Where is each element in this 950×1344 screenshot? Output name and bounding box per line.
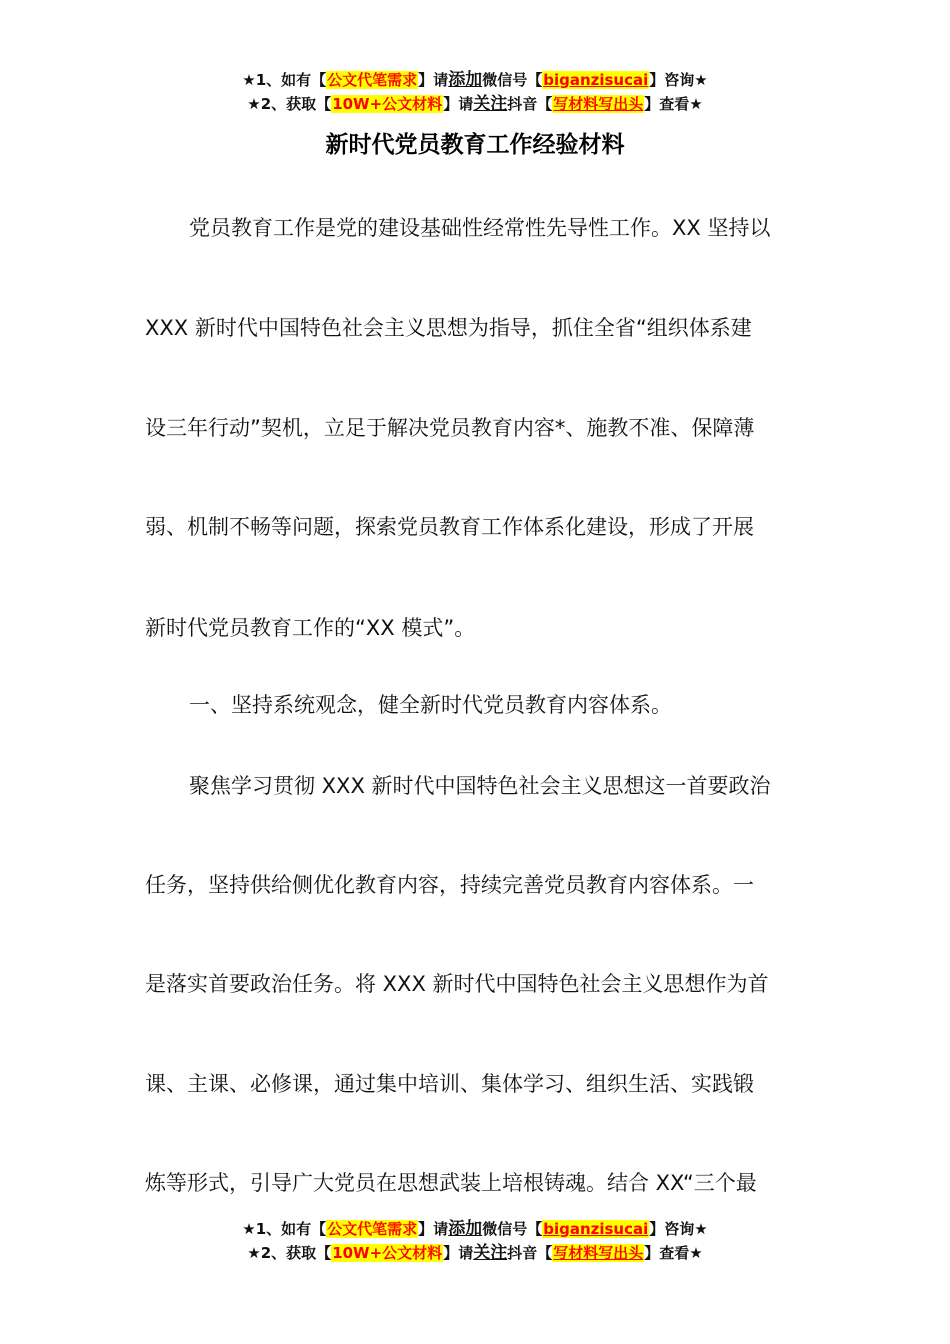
banner-emphasis: 关注 [473, 1243, 508, 1263]
banner-text: 】请 [418, 1220, 449, 1238]
body-line: 新时代党员教育工作的“XX 模式”。 [145, 616, 476, 640]
douyin-account-link[interactable]: 写材料写出头 [553, 1244, 644, 1262]
body-line: 是落实首要政治任务。将 XXX 新时代中国特色社会主义思想作为首 [145, 972, 769, 996]
banner-emphasis: 添加 [448, 70, 483, 90]
banner-text: 微信号【 [482, 1220, 543, 1238]
banner-text: 】请 [418, 71, 449, 89]
highlight-service: 公文代笔需求 [327, 1220, 418, 1238]
banner-text: 】查看★ [644, 1244, 703, 1262]
banner-text: ★2、获取【 [247, 95, 332, 113]
banner-text: 抖音【 [507, 1244, 553, 1262]
banner-text: 】咨询★ [649, 1220, 708, 1238]
banner-text: 】查看★ [644, 95, 703, 113]
banner-line-1 [0, 1217, 950, 1241]
banner-text: ★2、获取【 [247, 1244, 332, 1262]
body-line: XXX 新时代中国特色社会主义思想为指导，抓住全省“组织体系建 [145, 316, 752, 340]
highlight-materials: 10W+公文材料 [332, 95, 443, 113]
banner-line-2 [0, 1241, 950, 1265]
banner-text: 】请 [443, 95, 474, 113]
banner-text: 】请 [443, 1244, 474, 1262]
bottom-banner [0, 1217, 950, 1265]
body-line: 弱、机制不畅等问题，探索党员教育工作体系化建设，形成了开展 [145, 515, 754, 539]
banner-text: 抖音【 [507, 95, 553, 113]
body-line: 任务，坚持供给侧优化教育内容，持续完善党员教育内容体系。一 [145, 873, 754, 897]
banner-text: ★1、如有【 [242, 71, 327, 89]
top-banner [0, 68, 950, 116]
banner-text: 微信号【 [482, 71, 543, 89]
body-line: 聚焦学习贯彻 XXX 新时代中国特色社会主义思想这一首要政治 [189, 774, 771, 798]
banner-line-2 [0, 92, 950, 116]
wechat-id-link[interactable]: biganzisucai [543, 71, 649, 89]
highlight-service: 公文代笔需求 [327, 71, 418, 89]
document-title: 新时代党员教育工作经验材料 [325, 132, 625, 158]
banner-line-1 [0, 68, 950, 92]
banner-emphasis: 添加 [448, 1219, 483, 1239]
body-line: 课、主课、必修课，通过集中培训、集体学习、组织生活、实践锻 [145, 1072, 754, 1096]
douyin-account-link[interactable]: 写材料写出头 [553, 95, 644, 113]
section-heading: 一、坚持系统观念，健全新时代党员教育内容体系。 [189, 693, 672, 717]
body-line: 设三年行动”契机，立足于解决党员教育内容*、施教不准、保障薄 [145, 416, 755, 440]
highlight-materials: 10W+公文材料 [332, 1244, 443, 1262]
banner-emphasis: 关注 [473, 94, 508, 114]
banner-text: ★1、如有【 [242, 1220, 327, 1238]
wechat-id-link[interactable]: biganzisucai [543, 1220, 649, 1238]
body-line: 党员教育工作是党的建设基础性经常性先导性工作。XX 坚持以 [189, 216, 771, 240]
body-line: 炼等形式，引导广大党员在思想武装上培根铸魂。结合 XX“三个最 [145, 1171, 757, 1195]
banner-text: 】咨询★ [649, 71, 708, 89]
